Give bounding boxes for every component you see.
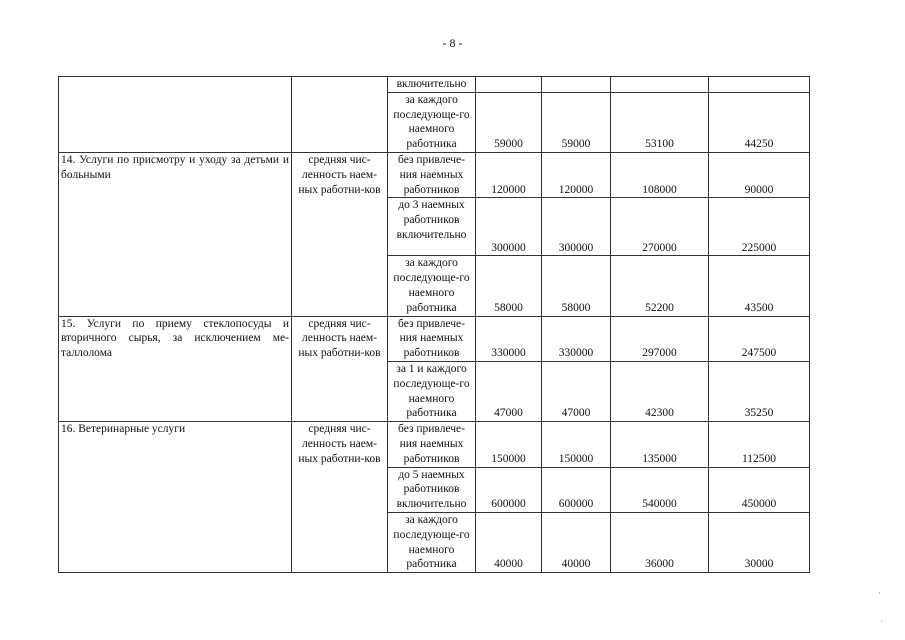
service-cell: 14. Услуги по присмотру и уходу за детьми и больными — [59, 152, 292, 316]
table-row — [59, 77, 810, 93]
value-cell: 43500 — [709, 256, 810, 316]
scan-speck: · — [878, 588, 881, 598]
value-cell: 330000 — [476, 316, 542, 361]
service-cell: 16. Ветеринарные услуги — [59, 422, 292, 573]
value-cell: 90000 — [709, 152, 810, 197]
value-cell: 225000 — [709, 198, 810, 256]
value-cell: 150000 — [542, 422, 611, 467]
value-cell — [611, 77, 709, 93]
service-cell — [59, 77, 292, 153]
value-cell: 297000 — [611, 316, 709, 361]
condition-cell: за каждого последующе-го наемного работника — [388, 512, 476, 572]
value-cell: 120000 — [476, 152, 542, 197]
measure-cell — [292, 77, 388, 153]
condition-cell: за каждого последующе-го наемного работника — [388, 256, 476, 316]
value-cell: 35250 — [709, 361, 810, 421]
condition-cell: до 5 наемных работников включительно — [388, 467, 476, 512]
condition-cell: без привлече-ния наемных работников — [388, 316, 476, 361]
value-cell: 58000 — [542, 256, 611, 316]
value-cell: 247500 — [709, 316, 810, 361]
condition-cell: за каждого последующе-го наемного работника — [388, 92, 476, 152]
value-cell: 600000 — [542, 467, 611, 512]
value-cell — [476, 77, 542, 93]
tax-rates-table — [58, 76, 810, 573]
value-cell — [542, 77, 611, 93]
value-cell: 47000 — [542, 361, 611, 421]
table-row — [59, 422, 810, 467]
value-cell: 300000 — [476, 198, 542, 256]
value-cell: 44250 — [709, 92, 810, 152]
value-cell: 59000 — [476, 92, 542, 152]
value-cell: 40000 — [476, 512, 542, 572]
measure-cell: средняя чис-ленность наем-ных работни-ков — [292, 316, 388, 422]
value-cell: 30000 — [709, 512, 810, 572]
service-cell: 15. Услуги по приему стеклопосуды и вторичного сырья, за исключением ме-таллолома — [59, 316, 292, 422]
value-cell: 52200 — [611, 256, 709, 316]
measure-cell: средняя чис-ленность наем-ных работни-ков — [292, 152, 388, 316]
scan-speck: · — [880, 616, 883, 626]
condition-cell: без привлече-ния наемных работников — [388, 152, 476, 197]
value-cell: 47000 — [476, 361, 542, 421]
value-cell: 42300 — [611, 361, 709, 421]
value-cell: 135000 — [611, 422, 709, 467]
value-cell: 270000 — [611, 198, 709, 256]
value-cell: 330000 — [542, 316, 611, 361]
condition-cell: без привлече-ния наемных работников — [388, 422, 476, 467]
value-cell: 112500 — [709, 422, 810, 467]
value-cell: 53100 — [611, 92, 709, 152]
value-cell: 540000 — [611, 467, 709, 512]
value-cell: 108000 — [611, 152, 709, 197]
value-cell: 120000 — [542, 152, 611, 197]
value-cell: 36000 — [611, 512, 709, 572]
value-cell: 300000 — [542, 198, 611, 256]
value-cell: 150000 — [476, 422, 542, 467]
measure-cell: средняя чис-ленность наем-ных работни-ков — [292, 422, 388, 573]
table-row — [59, 316, 810, 361]
value-cell: 450000 — [709, 467, 810, 512]
value-cell: 58000 — [476, 256, 542, 316]
condition-cell: включительно — [388, 77, 476, 93]
value-cell — [709, 77, 810, 93]
condition-cell: за 1 и каждого последующе-го наемного работника — [388, 361, 476, 421]
condition-cell: до 3 наемных работников включительно — [388, 198, 476, 256]
table-row — [59, 152, 810, 197]
value-cell: 40000 — [542, 512, 611, 572]
page-number: - 8 - — [442, 36, 463, 50]
value-cell: 600000 — [476, 467, 542, 512]
value-cell: 59000 — [542, 92, 611, 152]
